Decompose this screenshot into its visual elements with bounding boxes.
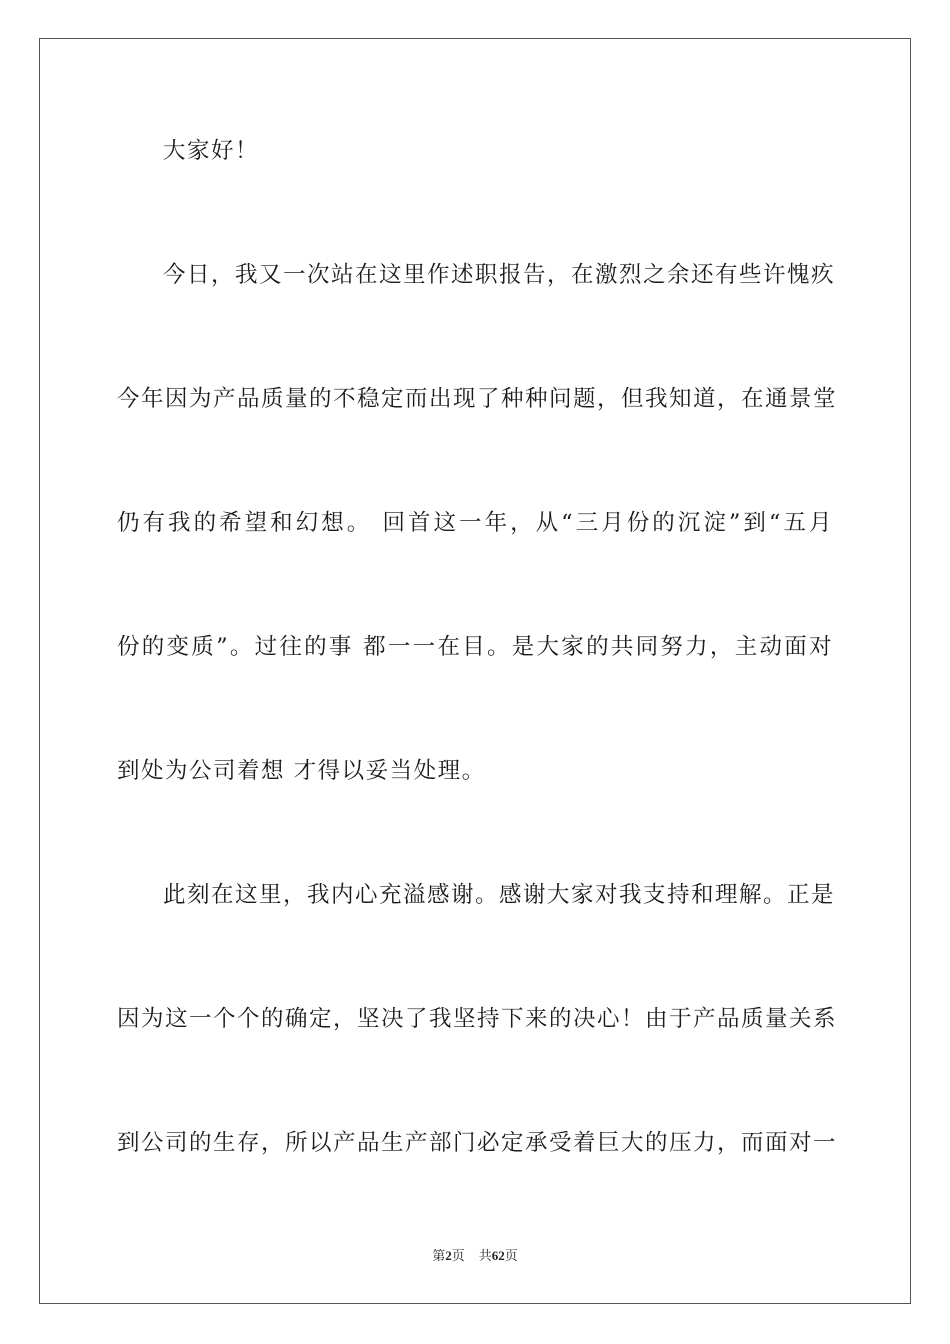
greeting-line: 大家好！ xyxy=(163,138,260,164)
current-page-number: 2 xyxy=(445,1248,452,1263)
page-suffix: 页 xyxy=(451,1248,465,1263)
total-suffix: 页 xyxy=(504,1248,518,1263)
page-prefix: 第 xyxy=(432,1248,446,1263)
paragraph-line: 到公司的生存，所以产品生产部门必定承受着巨大的压力，而面对一 xyxy=(117,1130,838,1156)
paragraph-line: 份的变质”。过往的事 都一一在目。是大家的共同努力，主动面对 xyxy=(117,634,833,660)
page-footer xyxy=(0,1247,950,1265)
paragraph-line: 仍有我的希望和幻想。 回首这一年，从“三月份的沉淀”到“五月 xyxy=(117,510,833,536)
paragraph-line: 因为这一个个的确定，坚决了我坚持下来的决心！由于产品质量关系 xyxy=(117,1006,838,1032)
page-border xyxy=(39,38,911,1304)
total-page-count: 62 xyxy=(491,1248,505,1263)
paragraph-line: 今年因为产品质量的不稳定而出现了种种问题，但我知道，在通景堂 xyxy=(117,386,838,412)
total-prefix: 共 xyxy=(478,1248,492,1263)
paragraph-line: 到处为公司着想 才得以妥当处理。 xyxy=(117,758,486,784)
paragraph-line: 此刻在这里，我内心充溢感谢。感谢大家对我支持和理解。正是 xyxy=(163,882,836,908)
paragraph-line: 今日，我又一次站在这里作述职报告，在激烈之余还有些许愧疚 xyxy=(163,262,836,288)
